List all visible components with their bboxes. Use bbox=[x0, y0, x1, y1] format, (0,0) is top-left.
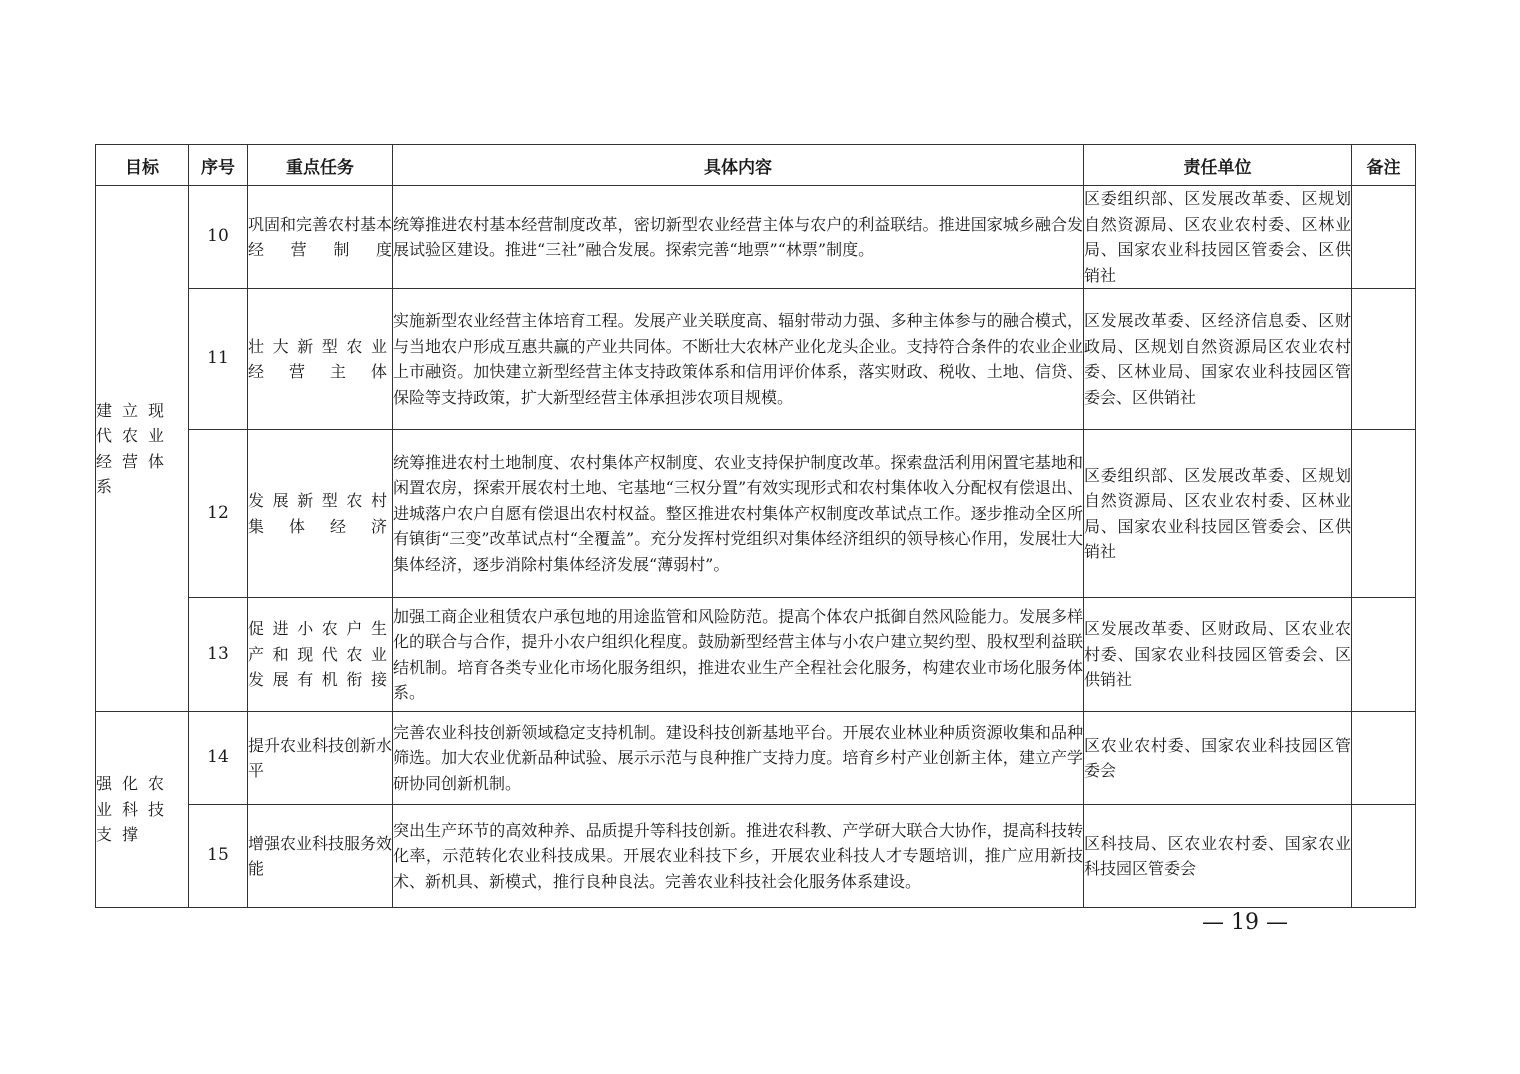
task-cell: 增强农业科技服务效能 bbox=[248, 805, 393, 908]
page-number: — 19 — bbox=[1202, 910, 1288, 935]
header-task: 重点任务 bbox=[248, 145, 393, 186]
task-cell: 促进小农户生产和现代农业发展有机衔接 bbox=[248, 598, 393, 712]
unit-cell: 区发展改革委、区经济信息委、区财政局、区规划自然资源局区农业农村委、区林业局、国家农业科技园区管委会、区供销社 bbox=[1084, 289, 1352, 430]
table-row bbox=[96, 430, 1416, 598]
header-note: 备注 bbox=[1352, 145, 1416, 186]
note-cell bbox=[1352, 186, 1416, 289]
unit-cell: 区科技局、区农业农村委、国家农业科技园区管委会 bbox=[1084, 805, 1352, 908]
unit-cell: 区发展改革委、区财政局、区农业农村委、国家农业科技园区管委会、区供销社 bbox=[1084, 598, 1352, 712]
row-number: 10 bbox=[189, 186, 248, 289]
table-row bbox=[96, 598, 1416, 712]
goal-cell: 建立现代农业经营体系 bbox=[96, 186, 189, 712]
task-cell: 发展新型农村集体经济 bbox=[248, 430, 393, 598]
note-cell bbox=[1352, 289, 1416, 430]
note-cell bbox=[1352, 712, 1416, 805]
unit-cell: 区委组织部、区发展改革委、区规划自然资源局、区农业农村委、区林业局、国家农业科技园区管委会、区供销社 bbox=[1084, 186, 1352, 289]
table-row bbox=[96, 186, 1416, 289]
unit-cell: 区委组织部、区发展改革委、区规划自然资源局、区农业农村委、区林业局、国家农业科技园区管委会、区供销社 bbox=[1084, 430, 1352, 598]
note-cell bbox=[1352, 805, 1416, 908]
goal-cell: 强化农业科技支撑 bbox=[96, 712, 189, 908]
row-number: 12 bbox=[189, 430, 248, 598]
task-cell: 提升农业科技创新水平 bbox=[248, 712, 393, 805]
header-row bbox=[96, 145, 1416, 186]
note-cell bbox=[1352, 430, 1416, 598]
content-cell: 突出生产环节的高效种养、品质提升等科技创新。推进农科教、产学研大联合大协作，提高科技转化率，示范转化农业科技成果。开展农业科技下乡，开展农业科技人才专题培训，推广应用新技术、新机具、新模式，推行良种良法。完善农业科技社会化服务体系建设。 bbox=[393, 805, 1084, 908]
row-number: 11 bbox=[189, 289, 248, 430]
header-content: 具体内容 bbox=[393, 145, 1084, 186]
task-cell: 巩固和完善农村基本经营制度 bbox=[248, 186, 393, 289]
table-row bbox=[96, 805, 1416, 908]
content-cell: 统筹推进农村基本经营制度改革，密切新型农业经营主体与农户的利益联结。推进国家城乡融合发展试验区建设。推进“三社”融合发展。探索完善“地票”“林票”制度。 bbox=[393, 186, 1084, 289]
content-cell: 加强工商企业租赁农户承包地的用途监管和风险防范。提高个体农户抵御自然风险能力。发展多样化的联合与合作，提升小农户组织化程度。鼓励新型经营主体与小农户建立契约型、股权型利益联结机制。培育各类专业化市场化服务组织，推进农业生产全程社会化服务，构建农业市场化服务体系。 bbox=[393, 598, 1084, 712]
row-number: 13 bbox=[189, 598, 248, 712]
row-number: 14 bbox=[189, 712, 248, 805]
note-cell bbox=[1352, 598, 1416, 712]
table-row bbox=[96, 289, 1416, 430]
content-cell: 实施新型农业经营主体培育工程。发展产业关联度高、辐射带动力强、多种主体参与的融合模式，与当地农户形成互惠共赢的产业共同体。不断壮大农林产业化龙头企业。支持符合条件的农业企业上市融资。加快建立新型经营主体支持政策体系和信用评价体系，落实财政、税收、土地、信贷、保险等支持政策，扩大新型经营主体承担涉农项目规模。 bbox=[393, 289, 1084, 430]
header-goal: 目标 bbox=[96, 145, 189, 186]
task-cell: 壮大新型农业经营主体 bbox=[248, 289, 393, 430]
content-cell: 统筹推进农村土地制度、农村集体产权制度、农业支持保护制度改革。探索盘活利用闲置宅基地和闲置农房，探索开展农村土地、宅基地“三权分置”有效实现形式和农村集体收入分配权有偿退出、进城落户农户自愿有偿退出农村权益。整区推进农村集体产权制度改革试点工作。逐步推动全区所有镇街“三变”改革试点村“全覆盖”。充分发挥村党组织对集体经济组织的领导核心作用，发展壮大集体经济，逐步消除村集体经济发展“薄弱村”。 bbox=[393, 430, 1084, 598]
header-unit: 责任单位 bbox=[1084, 145, 1352, 186]
table-row bbox=[96, 712, 1416, 805]
task-table bbox=[95, 144, 1416, 908]
unit-cell: 区农业农村委、国家农业科技园区管委会 bbox=[1084, 712, 1352, 805]
content-cell: 完善农业科技创新领域稳定支持机制。建设科技创新基地平台。开展农业林业种质资源收集和品种筛选。加大农业优新品种试验、展示示范与良种推广支持力度。培育乡村产业创新主体，建立产学研协同创新机制。 bbox=[393, 712, 1084, 805]
row-number: 15 bbox=[189, 805, 248, 908]
header-num: 序号 bbox=[189, 145, 248, 186]
